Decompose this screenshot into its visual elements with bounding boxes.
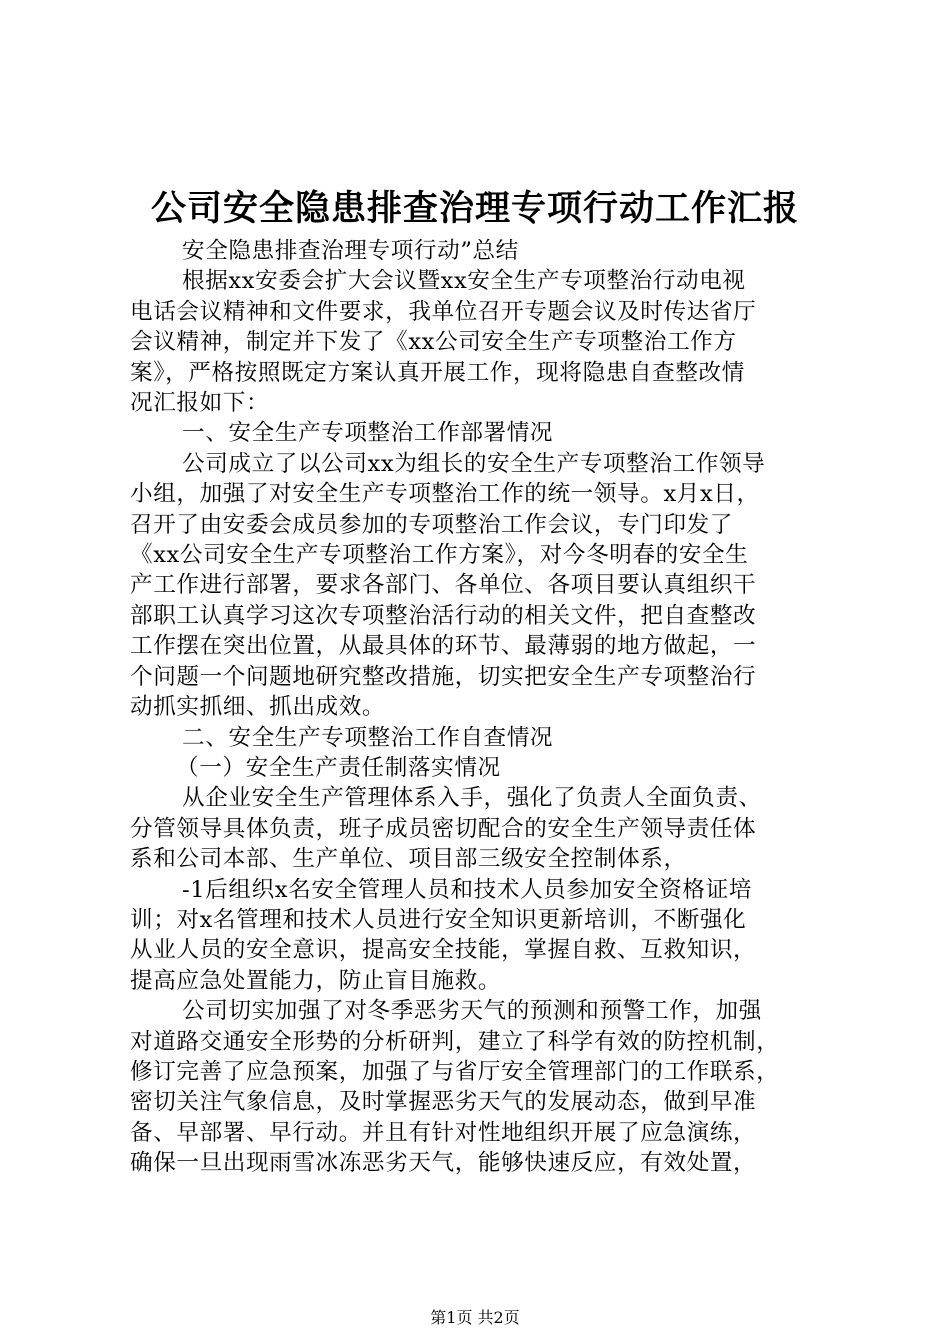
paragraph-line: 确保一旦出现雨雪冰冻恶劣天气，能够快速反应，有效处置， [130,1150,757,1177]
paragraph-line: 分管领导具体负责，班子成员密切配合的安全生产领导责任体 [130,815,757,842]
paragraph-line: 动抓实抓细、抓出成效。 [130,694,386,721]
paragraph-line: 安全隐患排查治理专项行动”总结 [182,238,519,264]
paragraph-line: 电话会议精神和文件要求，我单位召开专题会议及时传达省厅 [130,298,757,325]
section-heading: 二、安全生产专项整治工作自查情况 [182,724,554,751]
document-title: 公司安全隐患排查治理专项行动工作汇报 [150,188,799,229]
paragraph-line: -1后组织x名安全管理人员和技术人员参加安全资格证培 [182,876,753,903]
paragraph-line: 会议精神，制定并下发了《xx公司安全生产专项整治工作方 [130,329,737,356]
paragraph-line: 系和公司本部、生产单位、项目部三级安全控制体系， [130,846,687,873]
paragraph-line: 公司成立了以公司xx为组长的安全生产专项整治工作领导 [182,450,766,477]
paragraph-line: 产工作进行部署，要求各部门、各单位、各项目要认真组织干 [130,572,757,599]
paragraph-line: 召开了由安委会成员参加的专项整治工作会议，专门印发了 [130,511,734,538]
paragraph-line: 备、早部署、早行动。并且有针对性地组织开展了应急演练， [130,1119,757,1146]
paragraph-line: 密切关注气象信息，及时掌握恶劣天气的发展动态，做到早准 [130,1089,757,1116]
subsection-heading: （一）安全生产责任制落实情况 [176,754,501,781]
paragraph-line: 案》，严格按照既定方案认真开展工作，现将隐患自查整改情 [130,359,745,386]
paragraph-line: 修订完善了应急预案，加强了与省厅安全管理部门的工作联系， [130,1058,780,1085]
paragraph-line: 个问题一个问题地研究整改措施，切实把安全生产专项整治行 [130,663,757,690]
paragraph-line: 《xx公司安全生产专项整治工作方案》，对今冬明春的安全生 [130,542,749,569]
paragraph-line: 从业人员的安全意识，提高安全技能，掌握自救、互救知识， [130,937,757,964]
paragraph-line: 部职工认真学习这次专项整治活行动的相关文件，把自查整改 [130,602,757,629]
section-heading: 一、安全生产专项整治工作部署情况 [182,420,554,447]
paragraph-line: 提高应急处置能力，防止盲目施救。 [130,967,502,994]
paragraph-line: 从企业安全生产管理体系入手，强化了负责人全面负责、 [182,785,762,812]
paragraph-line: 对道路交通安全形势的分析研判，建立了科学有效的防控机制， [130,1028,780,1055]
page-footer: 第1页 共2页 [430,1308,520,1327]
paragraph-line: 公司切实加强了对冬季恶劣天气的预测和预警工作，加强 [182,998,762,1025]
paragraph-line: 训；对x名管理和技术人员进行安全知识更新培训，不断强化 [130,906,747,933]
paragraph-line: 根据xx安委会扩大会议暨xx安全生产专项整治行动电视 [182,268,746,295]
paragraph-line: 工作摆在突出位置，从最具体的环节、最薄弱的地方做起，一 [130,633,757,660]
paragraph-line: 况汇报如下： [130,390,270,417]
document-body [130,236,830,1179]
paragraph-line: 小组，加强了对安全生产专项整治工作的统一领导。x月x日， [130,481,760,508]
